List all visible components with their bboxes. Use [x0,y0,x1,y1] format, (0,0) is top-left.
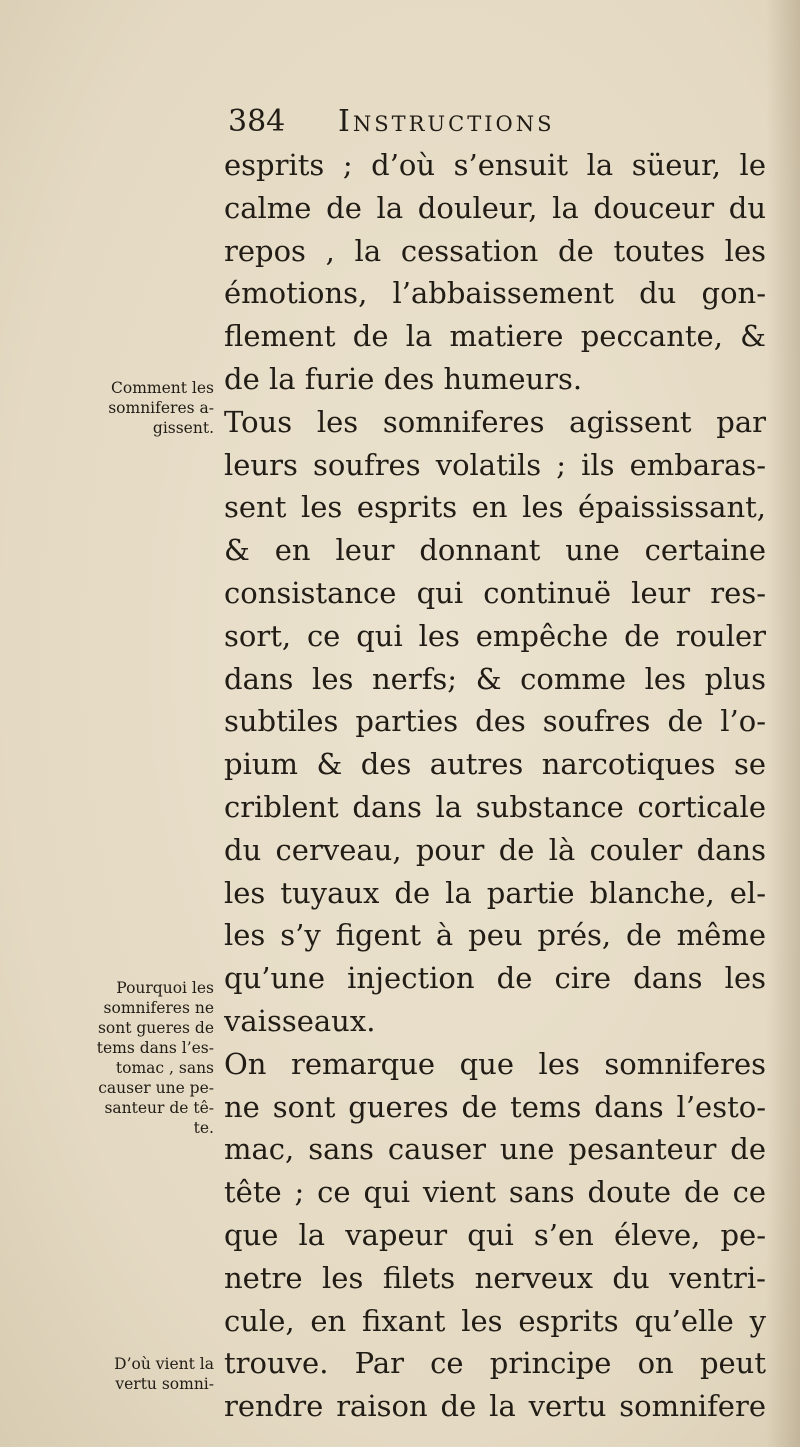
text-line: rendre raison de la vertu somnifere [224,1389,766,1424]
text-line: esprits ; d’où s’ensuit la süeur, le [224,148,766,182]
running-header [228,100,768,144]
text-line: calme de la douleur, la douceur du [224,190,766,225]
text-line: consistance qui continuë leur res- [224,575,766,610]
margin-note-line: gissent. [152,419,214,437]
text-line: flement de la matiere peccante, & [224,319,766,354]
text-line: criblent dans la substance corticale [224,789,766,824]
running-title: Instructions [338,104,555,139]
text-line: & en leur donnant une certaine [224,533,766,568]
margin-note-line: Comment les [111,379,214,397]
text-line: On remarque que les somniferes [224,1046,766,1081]
text-line: cule, en fixant les esprits qu’elle y [224,1303,766,1338]
text-line: leurs soufres volatils ; ils embaras- [224,447,766,482]
text-line: pium & des autres narcotiques se [224,747,766,782]
text-line: de la furie des humeurs. [224,361,583,396]
text-line: netre les filets nerveux du ventri- [224,1260,766,1295]
text-line: émotions, l’abbaissement du gon- [224,276,766,311]
margin-note-line: sont gueres de [97,1019,214,1037]
text-line: que la vapeur qui s’en éleve, pe- [224,1217,766,1252]
text-line: les tuyaux de la partie blanche, el- [224,875,766,910]
margin-note-line: te. [193,1119,214,1137]
margin-note-line: somniferes ne [103,999,214,1017]
text-line: sent les esprits en les épaississant, [224,490,766,525]
page-gutter-shadow [766,0,800,1447]
margin-note-line: tems dans l’es- [96,1039,214,1057]
text-line: les s’y figent à peu prés, de même [224,918,766,953]
margin-note-line: causer une pe- [98,1079,214,1097]
margin-note-somniferous-virtue [56,1354,214,1394]
text-line: subtiles parties des soufres de l’o- [224,704,766,739]
text-line: qu’une injection de cire dans les [224,961,766,996]
margin-note-how-somniferes-act [56,378,214,438]
text-line: vaisseaux. [224,1003,376,1038]
text-line: sort, ce qui les empêche de rouler [224,618,766,653]
text-line: trouve. Par ce principe on peut [224,1346,766,1381]
margin-note-line: tomac , sans [115,1059,214,1077]
text-line: Tous les somniferes agissent par [224,404,766,439]
margin-note-line: vertu somni- [115,1375,214,1393]
margin-note-line: Pourquoi les [116,979,214,997]
main-text-block [224,144,766,1428]
margin-note-why-heaviness [56,978,214,1138]
text-line: ne sont gueres de tems dans l’esto- [224,1089,766,1124]
text-line: du cerveau, pour de là couler dans [224,832,766,867]
text-line: repos , la cessation de toutes les [224,233,766,268]
text-line: mac, sans causer une pesanteur de [224,1132,766,1167]
margin-note-line: somniferes a- [108,399,214,417]
text-line: tête ; ce qui vient sans doute de ce [224,1175,766,1210]
margin-note-line: santeur de tê- [104,1099,214,1117]
margin-note-line: D’où vient la [114,1355,214,1373]
text-line: dans les nerfs; & comme les plus [224,661,766,696]
page-number: 384 [228,104,286,139]
